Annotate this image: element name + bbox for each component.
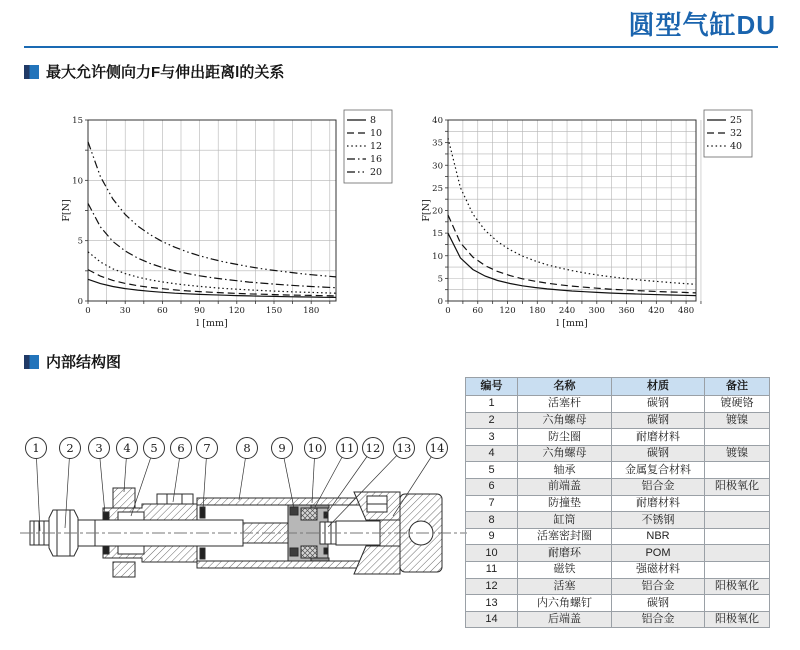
table-cell: 活塞 <box>518 578 612 595</box>
table-cell: 金属复合材料 <box>612 462 705 479</box>
table-row <box>466 561 770 578</box>
table-cell: 碳钢 <box>612 445 705 462</box>
x-tick-label: 120 <box>228 306 245 316</box>
chart-svg <box>420 103 760 333</box>
callout-number-7: 7 <box>203 441 211 455</box>
table-cell: 6 <box>466 478 518 495</box>
table-cell: 缸筒 <box>518 512 612 529</box>
table-cell: 镀硬铬 <box>705 396 770 413</box>
table-cell: 六角螺母 <box>518 412 612 429</box>
legend-label-20: 20 <box>370 167 383 178</box>
table-row <box>466 412 770 429</box>
magnet-bottom <box>301 546 317 558</box>
y-tick-label: 25 <box>432 183 443 194</box>
table-cell: 镀镍 <box>705 445 770 462</box>
table-cell: NBR <box>612 528 705 545</box>
front-cap-bottom <box>103 546 197 562</box>
table-cell: 阳极氧化 <box>705 578 770 595</box>
y-tick-label: 20 <box>432 206 443 217</box>
table-row <box>466 611 770 628</box>
table-row <box>466 495 770 512</box>
table-cell: 耐磨材料 <box>612 429 705 446</box>
x-tick-label: 60 <box>156 306 168 316</box>
y-tick-label: 15 <box>432 229 443 240</box>
callout-number-9: 9 <box>278 441 286 455</box>
series-40-line <box>448 138 696 284</box>
table-cell: 1 <box>466 396 518 413</box>
grid <box>448 120 701 301</box>
x-tick-label: 0 <box>85 306 91 316</box>
x-tick-label: 150 <box>265 306 283 316</box>
table-cell: 阳极氧化 <box>705 611 770 628</box>
y-tick-label: 0 <box>437 297 443 307</box>
cylinder-cross-section-drawing <box>15 428 475 640</box>
tube-wall-top <box>197 498 361 505</box>
table-cell: 3 <box>466 429 518 446</box>
x-tick-label: 360 <box>618 306 635 316</box>
table-row <box>466 528 770 545</box>
table-cell: 14 <box>466 611 518 628</box>
column-header: 材质 <box>612 378 705 396</box>
bearing-bottom <box>118 546 144 554</box>
table-cell: 磁铁 <box>518 561 612 578</box>
legend-label-25: 25 <box>730 115 743 126</box>
x-tick-label: 420 <box>648 306 665 316</box>
y-tick-label: 5 <box>437 274 443 285</box>
table-cell: 13 <box>466 595 518 612</box>
table-row <box>466 545 770 562</box>
table-cell <box>705 429 770 446</box>
legend-label-16: 16 <box>370 154 383 165</box>
callout-number-3: 3 <box>95 441 103 455</box>
callout-number-8: 8 <box>243 441 251 455</box>
chart-svg <box>60 103 400 333</box>
table-cell: 阳极氧化 <box>705 478 770 495</box>
cylinder-parts <box>30 488 442 577</box>
y-axis-label: F[N] <box>421 199 432 222</box>
header-rule <box>24 46 778 48</box>
table-cell: 活塞杆 <box>518 396 612 413</box>
column-header: 名称 <box>518 378 612 396</box>
x-tick-label: 90 <box>194 306 206 316</box>
internal-structure-diagram <box>15 428 475 640</box>
y-tick-label: 5 <box>77 236 83 247</box>
callout-leader-line <box>36 448 40 531</box>
x-axis-label: l [mm] <box>196 318 228 329</box>
table-row <box>466 578 770 595</box>
legend <box>704 110 752 157</box>
y-tick-label: 10 <box>432 251 443 262</box>
table-cell: 10 <box>466 545 518 562</box>
table-cell: 7 <box>466 495 518 512</box>
y-tick-label: 35 <box>432 138 443 149</box>
table-cell: 9 <box>466 528 518 545</box>
table-cell: 强磁材料 <box>612 561 705 578</box>
y-axis-label: F[N] <box>61 199 72 222</box>
section-heading-label: 最大允许侧向力F与伸出距离l的关系 <box>46 64 285 81</box>
table-row <box>466 445 770 462</box>
rear-cap-bottom <box>354 546 400 574</box>
callout-number-12: 12 <box>365 441 381 455</box>
dust-seal-bottom <box>103 546 109 554</box>
section-heading-side-load <box>24 61 284 82</box>
ticks <box>85 120 330 304</box>
callout-number-2: 2 <box>66 441 74 455</box>
table-cell: 碳钢 <box>612 412 705 429</box>
table-cell <box>705 595 770 612</box>
table-cell: 12 <box>466 578 518 595</box>
y-tick-label: 30 <box>432 161 443 172</box>
x-tick-label: 30 <box>119 306 131 316</box>
x-tick-label: 0 <box>445 306 451 316</box>
bumper-bottom <box>200 548 205 559</box>
legend-label-32: 32 <box>730 128 743 139</box>
x-tick-label: 480 <box>677 306 695 316</box>
table-cell <box>705 528 770 545</box>
table-row <box>466 512 770 529</box>
legend <box>344 110 392 183</box>
column-header: 备注 <box>705 378 770 396</box>
legend-label-40: 40 <box>730 141 743 152</box>
legend-label-10: 10 <box>370 128 383 139</box>
table-cell: 前端盖 <box>518 478 612 495</box>
piston-seal-bottom <box>290 548 298 556</box>
legend-label-12: 12 <box>370 141 383 152</box>
table-cell: 8 <box>466 512 518 529</box>
table-cell: 耐磨材料 <box>612 495 705 512</box>
x-tick-label: 120 <box>499 306 516 316</box>
bumper-top <box>200 507 205 518</box>
table-cell <box>705 495 770 512</box>
dust-seal-top <box>103 512 109 520</box>
table-cell: 碳钢 <box>612 595 705 612</box>
table-cell <box>705 561 770 578</box>
table-cell: 镀镍 <box>705 412 770 429</box>
column-header: 编号 <box>466 378 518 396</box>
callout-number-10: 10 <box>307 441 323 455</box>
table-cell: 后端盖 <box>518 611 612 628</box>
page-title: 圆型气缸DU <box>628 10 776 40</box>
table-cell: 不锈钢 <box>612 512 705 529</box>
chart-side-load-large-bores <box>420 103 760 333</box>
parts-table <box>465 377 770 628</box>
y-tick-label: 0 <box>77 297 83 307</box>
table-cell: 内六角螺钉 <box>518 595 612 612</box>
table-cell: 防撞垫 <box>518 495 612 512</box>
x-tick-label: 180 <box>303 306 320 316</box>
table-cell: 2 <box>466 412 518 429</box>
y-tick-label: 40 <box>432 116 443 126</box>
table-row <box>466 462 770 479</box>
table-row <box>466 429 770 446</box>
table-cell: 活塞密封圈 <box>518 528 612 545</box>
series-32-line <box>448 215 696 293</box>
section-bullet-icon <box>24 355 39 369</box>
x-tick-label: 180 <box>529 306 546 316</box>
table-row <box>466 595 770 612</box>
mounting-nut-bottom <box>113 562 135 577</box>
callout-number-6: 6 <box>177 441 185 455</box>
callout-number-4: 4 <box>123 441 131 455</box>
table-cell <box>705 512 770 529</box>
table-cell: 轴承 <box>518 462 612 479</box>
table-cell: 铝合金 <box>612 611 705 628</box>
legend-label-8: 8 <box>370 115 377 126</box>
x-tick-label: 240 <box>558 306 576 316</box>
table-cell: 六角螺母 <box>518 445 612 462</box>
table-cell: 碳钢 <box>612 396 705 413</box>
table-cell: 5 <box>466 462 518 479</box>
callout-number-14: 14 <box>429 441 445 455</box>
section-heading-label: 内部结构图 <box>46 354 122 371</box>
table-row <box>466 396 770 413</box>
ticks <box>445 120 701 304</box>
table-cell: 防尘圈 <box>518 429 612 446</box>
y-tick-label: 15 <box>72 116 83 126</box>
callout-number-1: 1 <box>32 441 40 455</box>
callout-number-11: 11 <box>339 441 355 455</box>
x-axis-label: l [mm] <box>556 318 588 329</box>
front-port-hole <box>167 494 182 504</box>
table-cell: POM <box>612 545 705 562</box>
y-tick-label: 10 <box>72 176 83 187</box>
table-cell: 铝合金 <box>612 578 705 595</box>
callout-number-5: 5 <box>150 441 158 455</box>
x-tick-label: 300 <box>588 306 605 316</box>
table-cell: 铝合金 <box>612 478 705 495</box>
piston-seal-small-bottom <box>324 548 328 554</box>
table-cell: 11 <box>466 561 518 578</box>
table-cell: 耐磨环 <box>518 545 612 562</box>
section-heading-structure <box>24 351 121 372</box>
table-cell <box>705 462 770 479</box>
x-tick-label: 60 <box>472 306 484 316</box>
tube-wall-bottom <box>197 561 361 568</box>
table-row <box>466 478 770 495</box>
table-cell <box>705 545 770 562</box>
piston-seal-top <box>290 507 298 515</box>
section-bullet-icon <box>24 65 39 79</box>
table-cell: 4 <box>466 445 518 462</box>
chart-side-load-small-bores <box>60 103 400 333</box>
magnet-top <box>301 508 317 520</box>
parts-table-header <box>466 378 770 396</box>
callout-number-13: 13 <box>396 441 412 455</box>
